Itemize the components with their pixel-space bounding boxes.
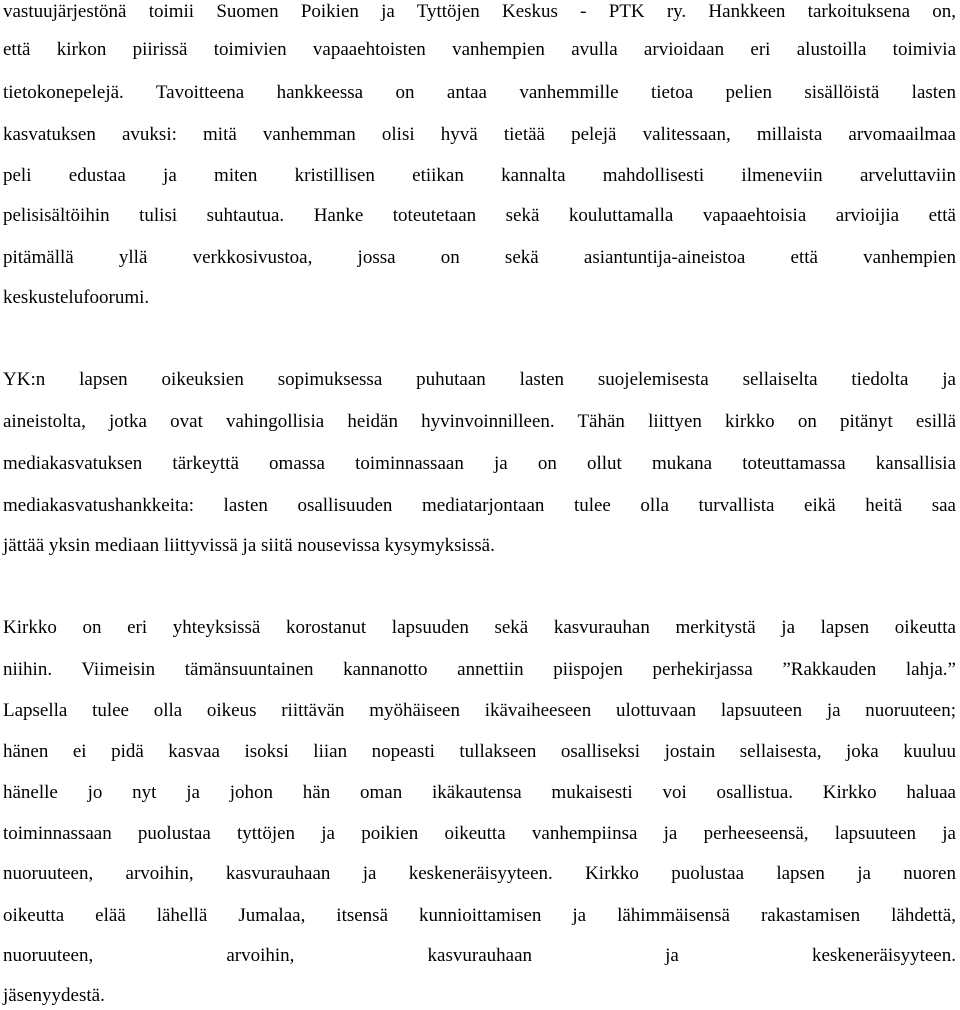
text-line: jäsenyydestä. xyxy=(3,985,105,1006)
text-line: mediakasvatuksen tärkeyttä omassa toiminnassaan ja on ollut mukana toteuttamassa kansallisia xyxy=(3,453,956,474)
text-line: YK:n lapsen oikeuksien sopimuksessa puhutaan lasten suojelemisesta sellaiselta tiedolta ja xyxy=(3,369,956,390)
text-line: oikeutta elää lähellä Jumalaa, itsensä kunnioittamisen ja lähimmäisensä rakastamisen lähdettä, xyxy=(3,905,956,926)
text-line: keskustelufoorumi. xyxy=(3,287,150,308)
text-line: Lapsella tulee olla oikeus riittävän myöhäiseen ikävaiheeseen ulottuvaan lapsuuteen ja nuoruuteen; xyxy=(3,700,956,721)
text-line: mediakasvatushankkeita: lasten osallisuuden mediatarjontaan tulee olla turvallista eikä heitä saa xyxy=(3,495,956,516)
text-line: Kirkko on eri yhteyksissä korostanut lapsuuden sekä kasvurauhan merkitystä ja lapsen oikeutta xyxy=(3,617,956,638)
text-line: vastuujärjestönä toimii Suomen Poikien ja Tyttöjen Keskus - PTK ry. Hankkeen tarkoituksena on, xyxy=(3,1,956,22)
text-line: jättää yksin mediaan liittyvissä ja siitä nousevissa kysymyksissä. xyxy=(3,535,495,556)
text-line: hänelle jo nyt ja johon hän oman ikäkautensa mukaisesti voi osallistua. Kirkko haluaa xyxy=(3,782,956,803)
text-line: peli edustaa ja miten kristillisen etiikan kannalta mahdollisesti ilmeneviin arveluttaviin xyxy=(3,165,956,186)
text-line: aineistolta, jotka ovat vahingollisia heidän hyvinvoinnilleen. Tähän liittyen kirkko on pitänyt esillä xyxy=(3,411,956,432)
text-line: tietokonepelejä. Tavoitteena hankkeessa on antaa vanhemmille tietoa pelien sisällöistä lasten xyxy=(3,82,956,103)
text-line: toiminnassaan puolustaa tyttöjen ja poikien oikeutta vanhempiinsa ja perheeseensä, lapsuuteen ja xyxy=(3,823,956,844)
text-line: pitämällä yllä verkkosivustoa, jossa on sekä asiantuntija-aineistoa että vanhempien xyxy=(3,247,956,268)
text-line: niihin. Viimeisin tämänsuuntainen kannanotto annettiin piispojen perhekirjassa ”Rakkauden lahja.” xyxy=(3,659,956,680)
text-line: nuoruuteen, arvoihin, kasvurauhaan ja keskeneräisyyteen. Kirkko puolustaa lapsen ja nuoren xyxy=(3,863,956,884)
text-line: nuoruuteen, arvoihin, kasvurauhaan ja keskeneräisyyteen. xyxy=(3,945,956,966)
text-line: että kirkon piirissä toimivien vapaaehtoisten vanhempien avulla arvioidaan eri alustoilla toimivia xyxy=(3,39,956,60)
text-line: pelisisältöihin tulisi suhtautua. Hanke toteutetaan sekä kouluttamalla vapaaehtoisia arvioijia että xyxy=(3,205,956,226)
text-line: hänen ei pidä kasvaa isoksi liian nopeasti tullakseen osalliseksi jostain sellaisesta, joka kuuluu xyxy=(3,741,956,762)
text-line: kasvatuksen avuksi: mitä vanhemman olisi hyvä tietää pelejä valitessaan, millaista arvomaailmaa xyxy=(3,124,956,145)
